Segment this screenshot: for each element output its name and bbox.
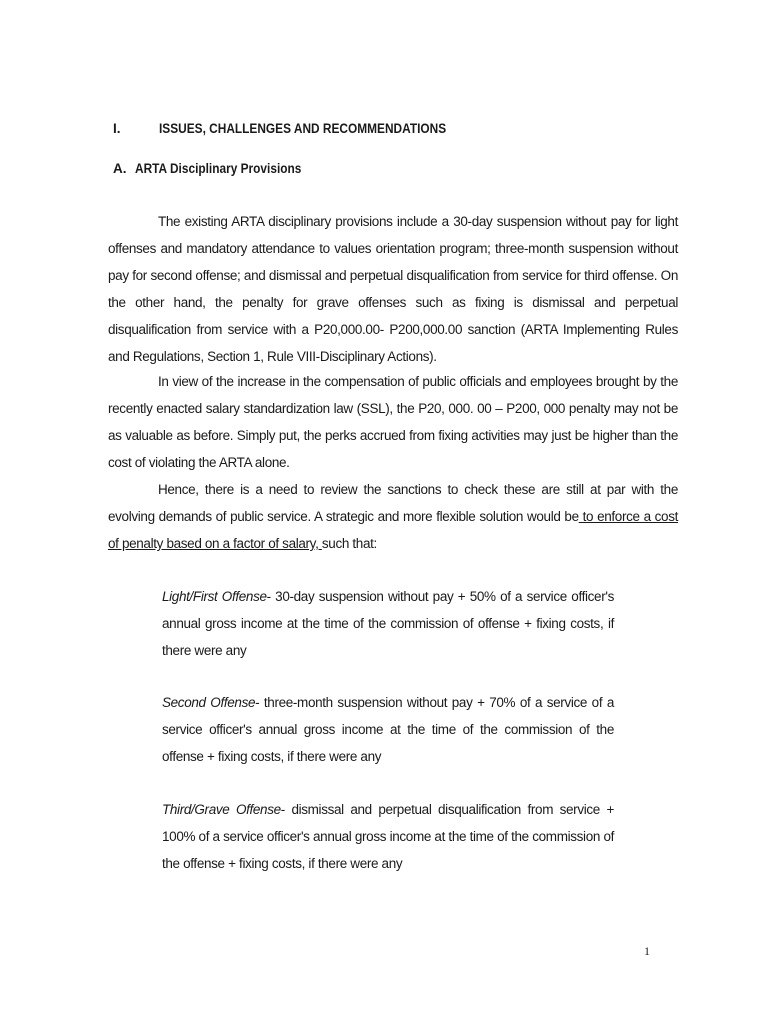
- offense-label: Third/Grave Offense: [162, 802, 281, 817]
- paragraph-ssl-increase: In view of the increase in the compensation of public officials and employees brought by the recently enacted salary standardization law (SSL), the P20, 000. 00 – P200, 000 penalty may not be as valuable as before. Simply put, the perks accrued from fixing activities may just be higher than the cost of violating the ARTA alone.: [108, 374, 678, 470]
- offense-item-second: [162, 689, 614, 770]
- recommendation-text: Hence, there is a need to review the sanctions to check these are still at par with the evolving demands of public service. A strategic and more flexible solution would be: [108, 482, 678, 524]
- recommendation-text-end: such that:: [321, 536, 377, 551]
- recommendation-underlined-text: to enforce a cost of penalty based on a factor of salary,: [108, 509, 678, 551]
- offense-description: - dismissal and perpetual disqualification from service + 100% of a service officer's annual gross income at the time of the commission of the offense + fixing costs, if there were any: [162, 802, 614, 871]
- offense-item-first: [162, 583, 614, 664]
- subsection-title: ARTA Disciplinary Provisions: [135, 161, 302, 176]
- page-number: 1: [644, 944, 650, 958]
- section-title: ISSUES, CHALLENGES AND RECOMMENDATIONS: [159, 121, 447, 136]
- paragraph-existing-provisions: The existing ARTA disciplinary provisions include a 30-day suspension without pay for light offenses and mandatory attendance to values orientation program; three-month suspension without pay for second offense; and dismissal and perpetual disqualification from service for third offense. On the other hand, the penalty for grave offenses such as fixing is dismissal and perpetual disqualification from service with a P20,000.00- P200,000.00 sanction (ARTA Implementing Rules and Regulations, Section 1, Rule VIII-Disciplinary Actions).: [108, 214, 678, 364]
- offense-label: Light/First Offense: [162, 589, 267, 604]
- section-number: I.: [113, 121, 121, 136]
- subsection-number: A.: [113, 161, 127, 176]
- offense-label: Second Offense: [162, 695, 256, 710]
- offense-description: - 30-day suspension without pay + 50% of a service officer's annual gross income at the time of the commission of offense + fixing costs, if there were any: [162, 589, 614, 658]
- offense-description: - three-month suspension without pay + 70% of a service of a service officer's annual gross income at the time of the commission of the offense + fixing costs, if there were any: [162, 695, 614, 764]
- paragraph-recommendation: [108, 476, 678, 557]
- offense-item-third: [162, 796, 614, 877]
